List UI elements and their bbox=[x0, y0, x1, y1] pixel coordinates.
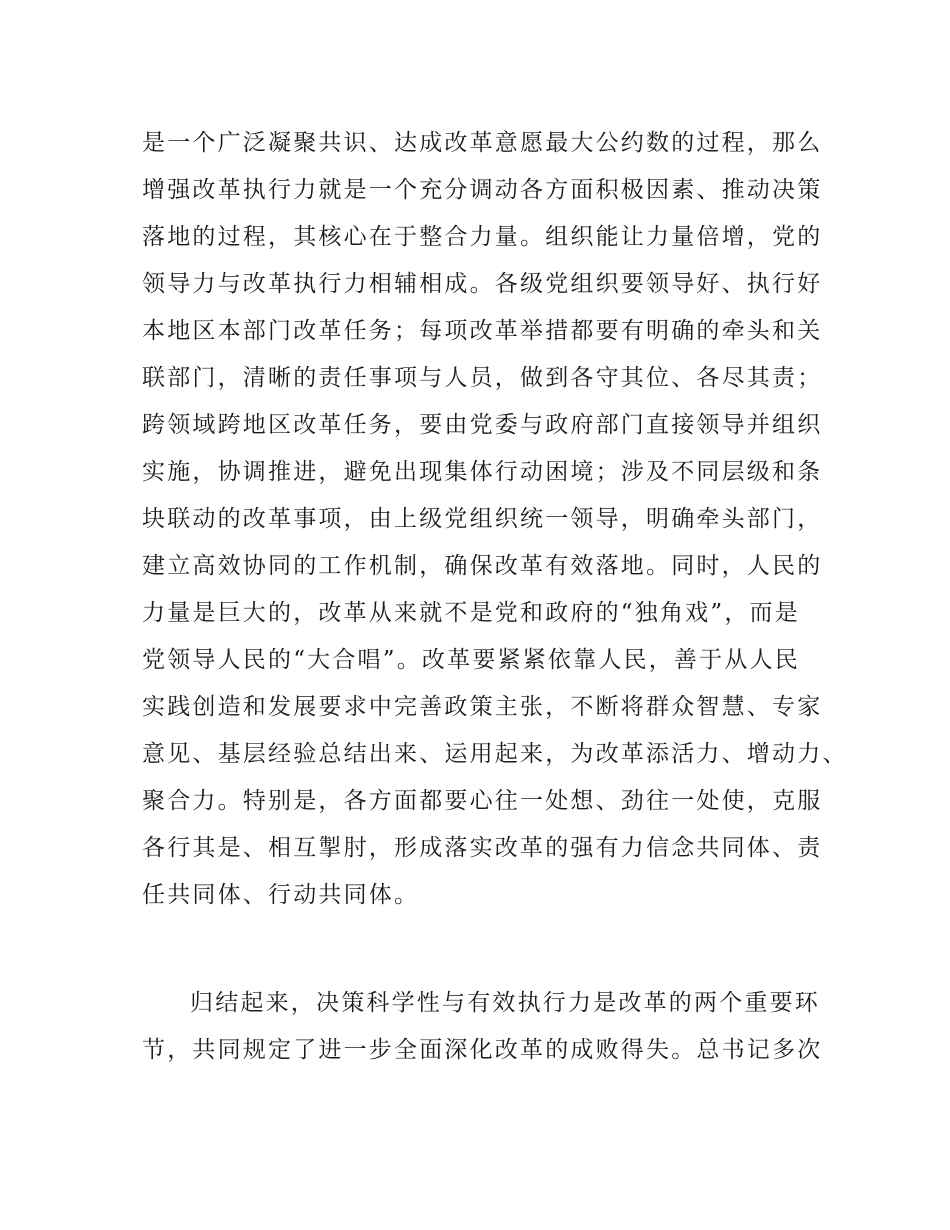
text-line: 是一个广泛凝聚共识、达成改革意愿最大公约数的过程，那么 bbox=[142, 130, 823, 156]
text-line: 增强改革执行力就是一个充分调动各方面积极因素、推动决策 bbox=[142, 177, 823, 203]
text-line: 党领导人民的“大合唱”。改革要紧紧依靠人民，善于从人民 bbox=[142, 647, 800, 673]
text-line: 跨领域跨地区改革任务，要由党委与政府部门直接领导并组织 bbox=[142, 412, 823, 438]
text-line: 意见、基层经验总结出来、运用起来，为改革添活力、增动力、 bbox=[142, 741, 848, 767]
text-line: 各行其是、相互掣肘，形成落实改革的强有力信念共同体、责 bbox=[142, 835, 823, 861]
text-line: 聚合力。特别是，各方面都要心往一处想、劲往一处使，克服 bbox=[142, 788, 823, 814]
text-line: 联部门，清晰的责任事项与人员，做到各守其位、各尽其责； bbox=[142, 365, 823, 391]
text-line: 实践创造和发展要求中完善政策主张，不断将群众智慧、专家 bbox=[142, 694, 823, 720]
text-line: 建立高效协同的工作机制，确保改革有效落地。同时，人民的 bbox=[142, 553, 823, 579]
paragraph-1 bbox=[142, 120, 848, 919]
text-line: 任共同体、行动共同体。 bbox=[142, 882, 420, 908]
text-line: 块联动的改革事项，由上级党组织统一领导，明确牵头部门， bbox=[142, 506, 823, 532]
text-line: 本地区本部门改革任务；每项改革举措都要有明确的牵头和关 bbox=[142, 318, 823, 344]
text-line: 落地的过程，其核心在于整合力量。组织能让力量倍增，党的 bbox=[142, 224, 823, 250]
text-line: 实施，协调推进，避免出现集体行动困境；涉及不同层级和条 bbox=[142, 459, 823, 485]
text-line: 力量是巨大的，改革从来就不是党和政府的“独角戏”，而是 bbox=[142, 600, 800, 626]
text-line: 归结起来，决策科学性与有效执行力是改革的两个重要环 bbox=[190, 990, 820, 1016]
text-line: 节，共同规定了进一步全面深化改革的成败得失。总书记多次 bbox=[142, 1037, 823, 1063]
text-line: 领导力与改革执行力相辅相成。各级党组织要领导好、执行好 bbox=[142, 271, 823, 297]
paragraph-2 bbox=[142, 980, 832, 1074]
